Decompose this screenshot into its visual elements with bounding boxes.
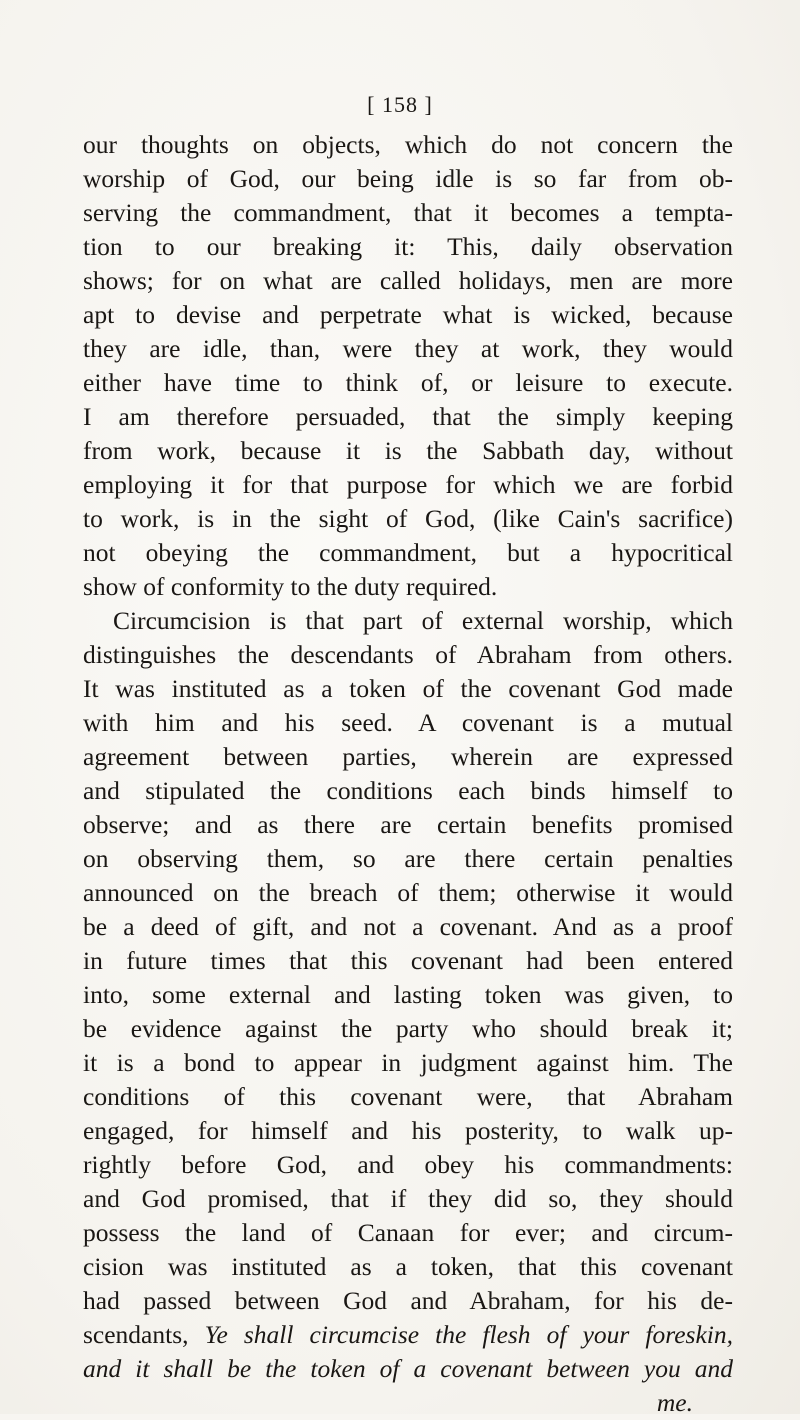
body-text (83, 128, 733, 1420)
text-line: our thoughts on objects, which do not concern the (83, 130, 733, 159)
text-line: and it shall be the token of a covenant between you and (83, 1354, 733, 1383)
text-line: on observing them, so are there certain penalties (83, 844, 733, 873)
text-line: agreement between parties, wherein are expressed (83, 742, 733, 771)
text-line: shows; for on what are called holidays, men are more (83, 266, 733, 295)
italic-quote: Ye shall circumcise the flesh of your foreskin, (204, 1320, 733, 1349)
text-line: it is a bond to appear in judgment against him. The (83, 1048, 733, 1077)
text-line (83, 1318, 733, 1352)
text-line: in future times that this covenant had been entered (83, 946, 733, 975)
text-line: and stipulated the conditions each binds himself to (83, 776, 733, 805)
text-line: be a deed of gift, and not a covenant. And as a proof (83, 912, 733, 941)
text-line: me. (656, 1388, 693, 1417)
text-line: announced on the breach of them; otherwise it would (83, 878, 733, 907)
text-line: be evidence against the party who should break it; (83, 1014, 733, 1043)
text-line: had passed between God and Abraham, for his de- (83, 1286, 733, 1315)
text-line: cision was instituted as a token, that this covenant (83, 1252, 733, 1281)
text-line: conditions of this covenant were, that Abraham (83, 1082, 733, 1111)
text-line: worship of God, our being idle is so far from ob- (83, 164, 733, 193)
text-line: Circumcision is that part of external worship, which (113, 606, 733, 635)
text-line: with him and his seed. A covenant is a mutual (83, 708, 733, 737)
text-line: distinguishes the descendants of Abraham from others. (83, 640, 733, 669)
text-line: rightly before God, and obey his commandments: (83, 1150, 733, 1179)
page-number: [ 158 ] (367, 92, 433, 117)
text-line: either have time to think of, or leisure to execute. (83, 368, 733, 397)
text-line: to work, is in the sight of God, (like Cain's sacrifice) (83, 504, 733, 533)
text-line: employing it for that purpose for which we are forbid (83, 470, 733, 499)
text-line: into, some external and lasting token was given, to (83, 980, 733, 1009)
roman-text: scendants, (83, 1320, 205, 1349)
text-line: and God promised, that if they did so, they should (83, 1184, 733, 1213)
text-line: they are idle, than, were they at work, they would (83, 334, 733, 363)
text-line: tion to our breaking it: This, daily observation (83, 232, 733, 261)
text-line: not obeying the commandment, but a hypocritical (83, 538, 733, 567)
text-line: It was instituted as a token of the covenant God made (83, 674, 733, 703)
text-line: from work, because it is the Sabbath day, without (83, 436, 733, 465)
text-line: observe; and as there are certain benefits promised (83, 810, 733, 839)
text-line: show of conformity to the duty required. (83, 572, 498, 601)
text-line: serving the commandment, that it becomes a tempta- (83, 198, 733, 227)
text-line: apt to devise and perpetrate what is wicked, because (83, 300, 733, 329)
text-line: I am therefore persuaded, that the simply keeping (83, 402, 733, 431)
text-line: possess the land of Canaan for ever; and circum- (83, 1218, 733, 1247)
text-line: engaged, for himself and his posterity, to walk up- (83, 1116, 733, 1145)
